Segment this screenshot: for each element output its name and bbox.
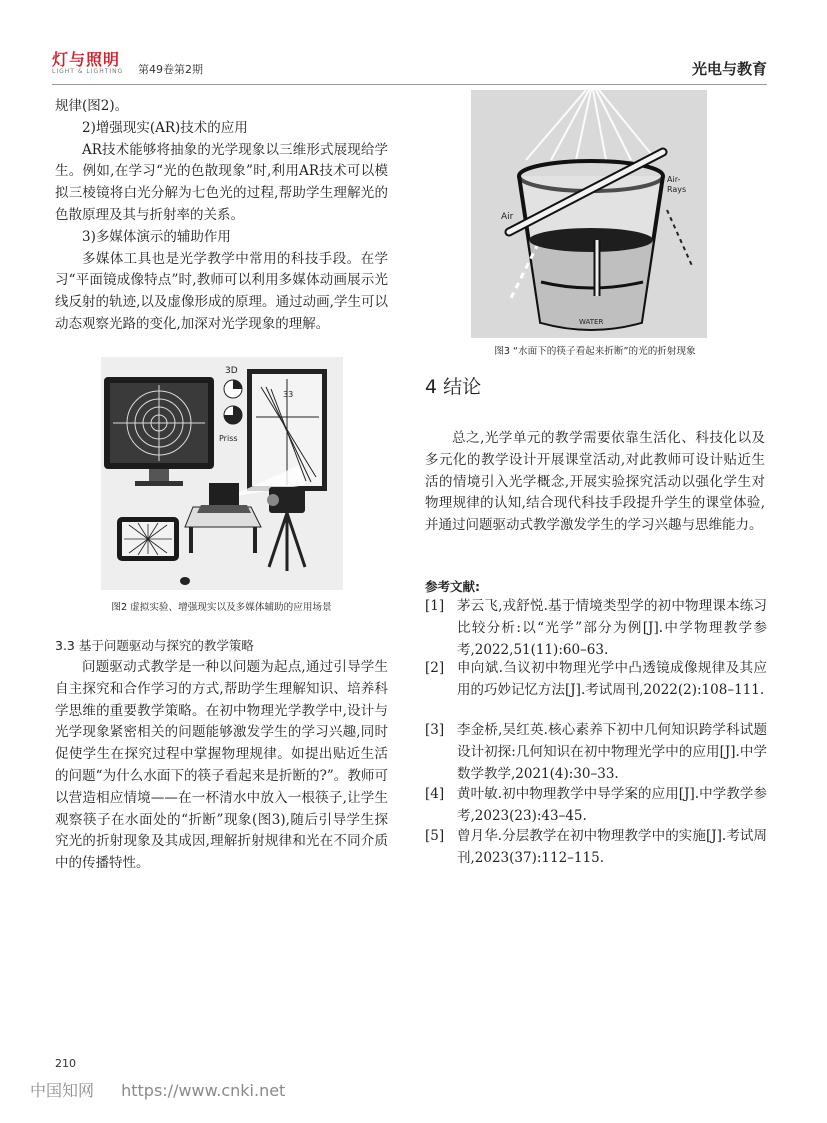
references-title: 参考文献: xyxy=(425,579,480,594)
figure-2-illustration xyxy=(101,357,343,590)
paragraph: 问题驱动式教学是一种以问题为起点,通过引导学生自主探究和合作学习的方式,帮助学生理解知识、培养科学思维的重要教学策略。在初中物理光学教学中,设计与光学现象紧密相关的问题能够激发学生的学习兴趣,同时促使学生在探究过程中掌握物理规律。如提出贴近生活的问题“为什么水面下的筷子看起来是折断的?”。教师可以营造相应情境——在一杯清水中放入一根筷子,让学生观察筷子在水面处的“折断”现象(图3),随后引导学生探究光的折射现象及其成因,理解折射规律和光在不同介质中的传播特性。 xyxy=(55,659,388,872)
cnki-footer xyxy=(30,1078,285,1101)
label-water: WATER xyxy=(579,318,604,326)
paragraph: 多媒体工具也是光学教学中常用的科技手段。在学习“平面镜成像特点”时,教师可以利用多媒体动画展示光线反射的轨迹,以及虚像形成的原理。通过动画,学生可以动态观察光路的变化,加深对光学现象的理解。 xyxy=(55,250,388,332)
reference-item xyxy=(425,720,767,785)
figure-3-image xyxy=(471,90,707,338)
label-priss: Priss xyxy=(219,434,238,443)
subheading: 3)多媒体演示的辅助作用 xyxy=(82,228,231,245)
header-rule xyxy=(52,84,767,85)
reference-number: [5] xyxy=(425,828,445,844)
section-4-body xyxy=(425,428,765,537)
reference-number: [2] xyxy=(425,660,445,676)
reference-item xyxy=(425,596,767,661)
reference-item xyxy=(425,658,767,702)
figure-3-caption: 图3 “水面下的筷子看起来折断”的光的折射现象 xyxy=(494,346,696,357)
section-4-title: 4 结论 xyxy=(425,376,482,398)
laptop xyxy=(209,483,239,505)
label-3d: 3D xyxy=(225,366,238,376)
reference-text: 茅云飞,戎舒悦.基于情境类型学的初中物理课本练习比较分析:以“光学”部分为例[J].中学物理教学参考,2022,51(11):60–63. xyxy=(457,598,767,658)
cnki-url-link[interactable]: https://www.cnki.net xyxy=(121,1081,286,1100)
logo-en: LIGHT & LIGHTING xyxy=(52,68,124,75)
left-column-top xyxy=(55,96,388,336)
section-3-3-body xyxy=(55,657,388,875)
label-air: Air xyxy=(501,212,514,222)
paragraph: AR技术能够将抽象的光学现象以三维形式展现给学生。例如,在学习“光的色散现象”时,利用AR技术可以模拟三棱镜将白光分解为七色光的过程,帮助学生理解光的色散原理及其与折射率的关系。 xyxy=(55,141,388,223)
label-air-rays: Air-Rays xyxy=(667,175,687,194)
label-33: 33 xyxy=(283,390,294,399)
subheading: 2)增强现实(AR)技术的应用 xyxy=(82,119,248,136)
reference-number: [4] xyxy=(425,786,445,802)
cnki-logo-text: 中国知网 xyxy=(30,1081,95,1100)
page-number: 210 xyxy=(55,1057,76,1070)
issue-label: 第49卷第2期 xyxy=(138,63,203,76)
reference-number: [1] xyxy=(425,598,445,614)
reference-text: 李金桥,吴红英.核心素养下初中几何知识跨学科试题设计初探:几何知识在初中物理光学中的应用[J].中学数学教学,2021(4):30–33. xyxy=(457,722,767,782)
reference-item xyxy=(425,784,767,828)
reference-number: [3] xyxy=(425,722,445,738)
paragraph: 总之,光学单元的教学需要依靠生活化、科技化以及多元化的教学设计开展课堂活动,对此教师可设计贴近生活的情境引入光学概念,开展实验探究活动以强化学生对物理规律的认知,结合现代科技手段提升学生的课堂体验,并通过问题驱动式教学激发学生的学习兴趣与思维能力。 xyxy=(425,430,765,534)
water-surface xyxy=(529,228,653,252)
reference-item xyxy=(425,826,767,870)
reference-text: 黄叶敏.初中物理教学中导学案的应用[J].中学教学参考,2023(23):43–45. xyxy=(457,786,767,824)
figure-2-image xyxy=(101,357,343,590)
reference-text: 申向斌.刍议初中物理光学中凸透镜成像规律及其应用的巧妙记忆方法[J].考试周刊,2022(2):108–111. xyxy=(457,660,767,698)
figure-3-illustration xyxy=(471,90,707,338)
reference-text: 曾月华.分层教学在初中物理教学中的实施[J].考试周刊,2023(37):112–115. xyxy=(457,828,767,866)
section-3-3-title: 3.3 基于问题驱动与探究的教学策略 xyxy=(55,638,254,653)
figure-2-caption: 图2 虚拟实验、增强现实以及多媒体辅助的应用场景 xyxy=(111,602,332,613)
journal-title: 光电与教育 xyxy=(691,60,767,78)
logo-cn: 灯与照明 xyxy=(52,50,121,69)
journal-logo xyxy=(52,52,124,78)
paragraph: 规律(图2)。 xyxy=(55,98,129,114)
